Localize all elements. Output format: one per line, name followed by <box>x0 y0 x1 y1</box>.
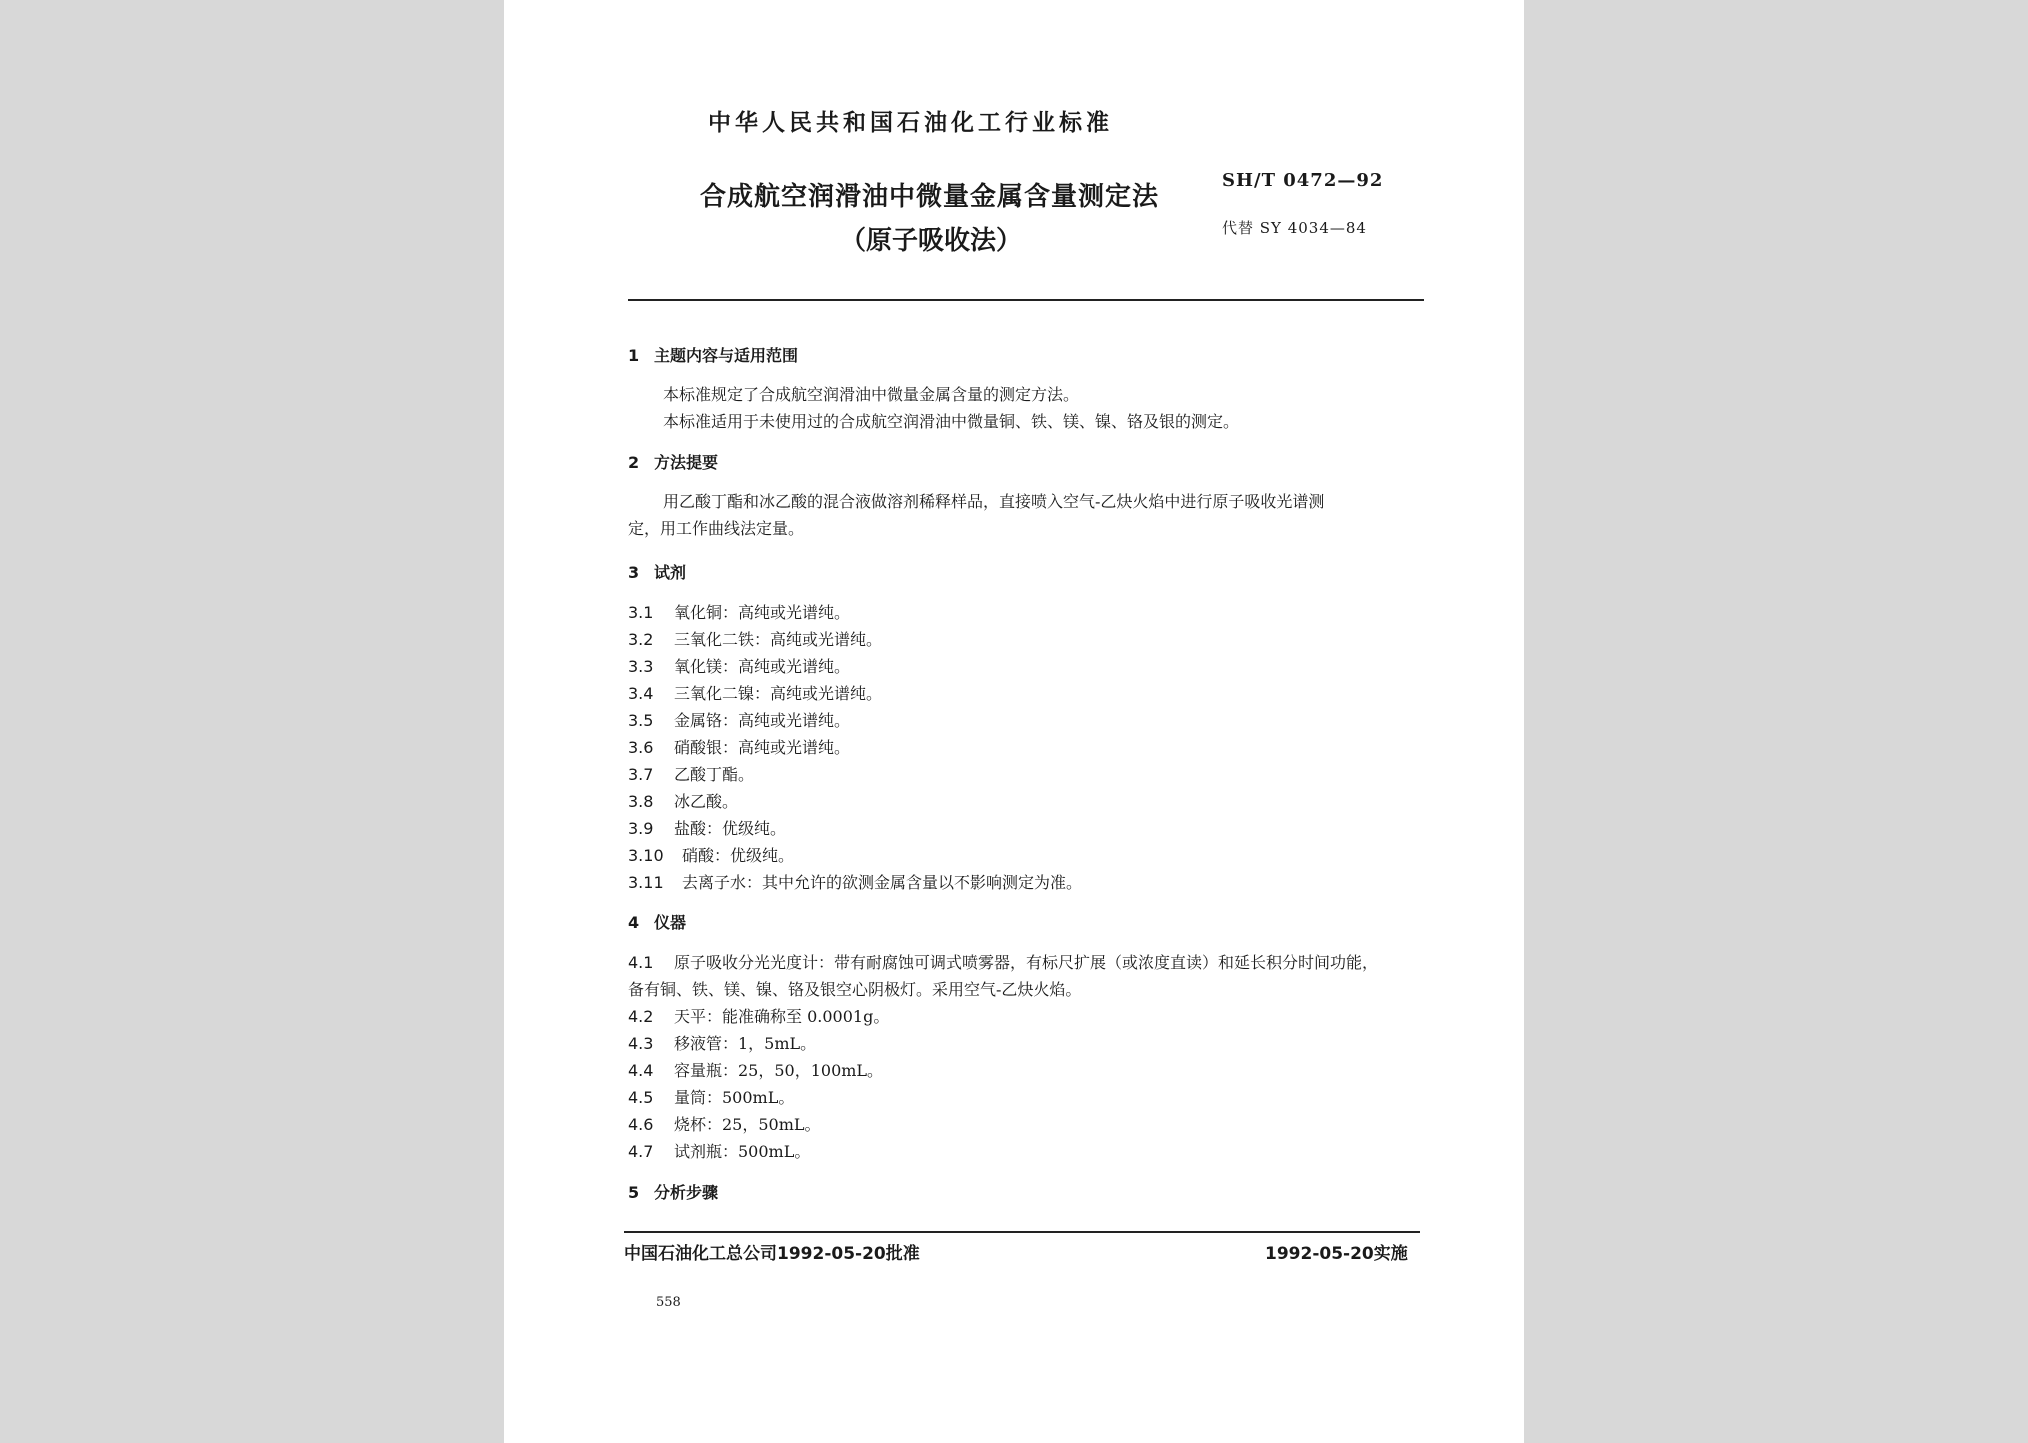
item-number: 3.10 <box>628 846 664 865</box>
instrument-item <box>628 1031 816 1054</box>
item-number: 3.4 <box>628 684 654 703</box>
item-number: 3.7 <box>628 765 654 784</box>
section-number: 3 <box>628 563 640 582</box>
item-number: 3.5 <box>628 711 654 730</box>
reagent-item <box>628 816 786 839</box>
item-text: 氧化镁：高纯或光谱纯。 <box>674 657 851 676</box>
section-title: 试剂 <box>654 563 687 582</box>
section-heading-1 <box>628 343 798 366</box>
item-number: 3.6 <box>628 738 654 757</box>
item-number: 3.1 <box>628 603 654 622</box>
item-text: 硝酸：优级纯。 <box>682 846 795 865</box>
section-number: 2 <box>628 453 640 472</box>
item-text: 移液管：1，5mL。 <box>674 1034 817 1053</box>
reagent-item <box>628 843 794 866</box>
document-title: 合成航空润滑油中微量金属含量测定法 <box>700 182 1160 212</box>
instrument-item <box>628 1112 821 1135</box>
paragraph-line: 本标准规定了合成航空润滑油中微量金属含量的测定方法。 <box>663 385 1080 404</box>
item-text: 量筒：500mL。 <box>674 1088 795 1107</box>
section-2-text <box>628 488 1424 542</box>
paragraph-line: 用乙酸丁酯和冰乙酸的混合液做溶剂稀释样品，直接喷入空气-乙炔火焰中进行原子吸收光谱测 <box>663 492 1325 511</box>
reagent-item <box>628 600 850 623</box>
item-text: 金属铬：高纯或光谱纯。 <box>674 711 851 730</box>
item-text: 盐酸：优级纯。 <box>674 819 787 838</box>
item-text: 硝酸银：高纯或光谱纯。 <box>674 738 851 757</box>
issuing-standard-header: 中华人民共和国石油化工行业标准 <box>708 110 1113 136</box>
effective-date: 1992-05-20实施 <box>1265 1244 1408 1264</box>
item-number: 4.6 <box>628 1115 654 1134</box>
paragraph-line: 定，用工作曲线法定量。 <box>628 519 805 538</box>
section-heading-3 <box>628 560 686 583</box>
section-heading-2 <box>628 450 718 473</box>
section-title: 分析步骤 <box>654 1183 719 1202</box>
item-text: 乙酸丁酯。 <box>674 765 755 784</box>
item-text: 试剂瓶：500mL。 <box>674 1142 811 1161</box>
item-text: 冰乙酸。 <box>674 792 739 811</box>
instrument-item-continuation: 备有铜、铁、镁、镍、铬及银空心阴极灯。采用空气-乙炔火焰。 <box>628 980 1082 999</box>
section-1-text <box>628 381 1424 435</box>
item-text: 原子吸收分光光度计：带有耐腐蚀可调式喷雾器，有标尺扩展（或浓度直读）和延长积分时间功能， <box>674 953 1379 972</box>
instrument-item <box>628 1058 883 1081</box>
item-number: 4.7 <box>628 1142 654 1161</box>
approval-line: 中国石油化工总公司1992-05-20批准 <box>624 1244 920 1264</box>
item-text: 三氧化二铁：高纯或光谱纯。 <box>674 630 883 649</box>
reagent-item <box>628 627 882 650</box>
reagent-item <box>628 654 850 677</box>
item-text: 氧化铜：高纯或光谱纯。 <box>674 603 851 622</box>
item-number: 3.8 <box>628 792 654 811</box>
item-text: 容量瓶：25，50，100mL。 <box>674 1061 884 1080</box>
header-divider <box>628 299 1424 301</box>
instrument-item <box>628 1085 794 1108</box>
item-text: 去离子水：其中允许的欲测金属含量以不影响测定为准。 <box>682 873 1083 892</box>
item-number: 4.1 <box>628 953 654 972</box>
item-number: 4.2 <box>628 1007 654 1026</box>
instrument-item <box>628 950 1378 973</box>
section-title: 方法提要 <box>654 453 719 472</box>
reagent-item <box>628 789 738 812</box>
section-number: 5 <box>628 1183 640 1202</box>
item-number: 4.4 <box>628 1061 654 1080</box>
item-text: 天平：能准确称至 0.0001g。 <box>674 1007 890 1026</box>
item-number: 4.5 <box>628 1088 654 1107</box>
section-number: 4 <box>628 913 640 932</box>
section-title: 仪器 <box>654 913 687 932</box>
item-number: 3.11 <box>628 873 664 892</box>
item-text: 三氧化二镍：高纯或光谱纯。 <box>674 684 883 703</box>
item-number: 3.2 <box>628 630 654 649</box>
reagent-item <box>628 708 850 731</box>
document-page <box>504 0 1524 1443</box>
item-number: 4.3 <box>628 1034 654 1053</box>
section-title: 主题内容与适用范围 <box>654 346 799 365</box>
item-text: 烧杯：25，50mL。 <box>674 1115 821 1134</box>
item-number: 3.9 <box>628 819 654 838</box>
instrument-item <box>628 1004 889 1027</box>
reagent-item <box>628 870 1082 893</box>
reagent-item <box>628 735 850 758</box>
document-subtitle: （原子吸收法） <box>840 226 1023 256</box>
paragraph-line: 本标准适用于未使用过的合成航空润滑油中微量铜、铁、镁、镍、铬及银的测定。 <box>663 412 1240 431</box>
section-heading-4 <box>628 910 686 933</box>
reagent-item <box>628 681 882 704</box>
reagent-item <box>628 762 754 785</box>
page-number: 558 <box>656 1295 681 1310</box>
instrument-item <box>628 1139 810 1162</box>
standard-code: SH/T 0472—92 <box>1222 170 1384 191</box>
footer-divider <box>624 1231 1420 1233</box>
section-number: 1 <box>628 346 640 365</box>
section-heading-5 <box>628 1180 718 1203</box>
replaces-standard: 代替 SY 4034—84 <box>1222 219 1367 237</box>
item-number: 3.3 <box>628 657 654 676</box>
